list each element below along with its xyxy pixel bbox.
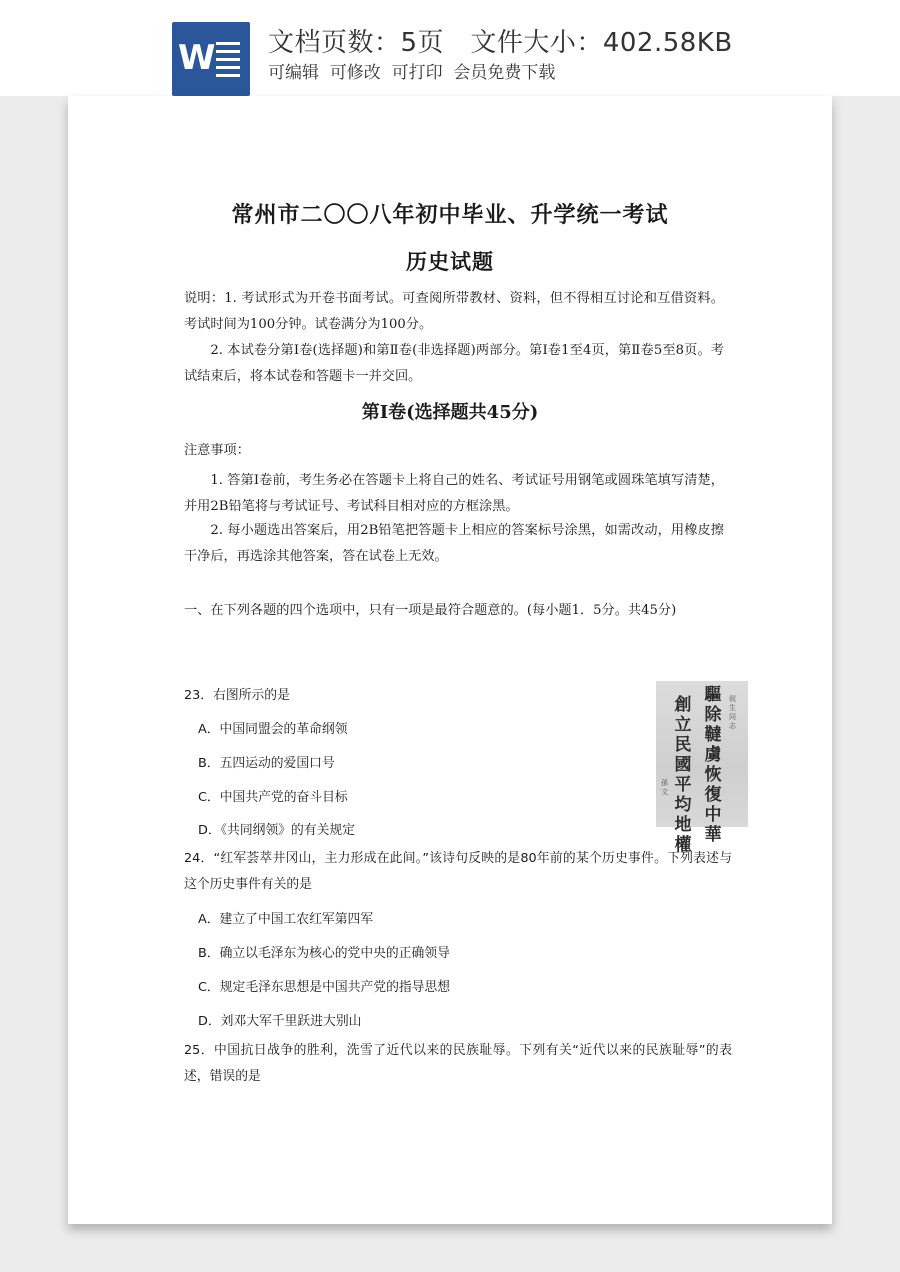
calligraphy-inscription: 叙 生 同 志 bbox=[729, 695, 736, 730]
file-permissions: 可编辑 可修改 可打印 会员免费下载 bbox=[268, 63, 556, 83]
part-one-instructions: 一、在下列各题的四个选项中，只有一项是最符合题意的。(每小题1．5分。共45分) bbox=[184, 603, 677, 618]
question-23-option-d: D．《共同纲领》的有关规定 bbox=[198, 823, 356, 838]
file-info-header bbox=[0, 0, 900, 100]
calligraphy-column-2: 創 立 民 國 平 均 地 權 bbox=[674, 695, 692, 855]
word-icon-letter: W bbox=[178, 38, 216, 78]
exam-subtitle: 历史试题 bbox=[406, 249, 494, 274]
question-23-option-b: B．五四运动的爱国口号 bbox=[198, 756, 335, 771]
notice-label: 注意事项： bbox=[184, 443, 250, 458]
instructions-note-2: 2. 本试卷分第Ⅰ卷(选择题)和第Ⅱ卷(非选择题)两部分。第Ⅰ卷1至4页，第Ⅱ卷5至8页。考试结束后，将本试卷和答题卡一并交回。 bbox=[184, 343, 724, 384]
question-24-stem: 24．“红军荟萃井冈山，主力形成在此间。”该诗句反映的是80年前的某个历史事件。下列表述与这个历史事件有关的是 bbox=[184, 851, 732, 892]
calligraphy-image bbox=[656, 681, 748, 855]
word-document-icon bbox=[172, 22, 250, 96]
question-23-stem: 23．右图所示的是 bbox=[184, 688, 290, 703]
question-24-option-b: B．确立以毛泽东为核心的党中央的正确领导 bbox=[198, 946, 450, 961]
instructions-note-1: 说明：1. 考试形式为开卷书面考试。可查阅所带教材、资料，但不得相互讨论和互借资料。考试时间为100分钟。试卷满分为100分。 bbox=[184, 291, 724, 332]
question-24-option-a: A．建立了中国工农红军第四军 bbox=[198, 912, 374, 927]
question-23-option-c: C．中国共产党的奋斗目标 bbox=[198, 790, 348, 805]
question-23-option-a: A．中国同盟会的革命纲领 bbox=[198, 722, 348, 737]
question-25-stem: 25．中国抗日战争的胜利，洗雪了近代以来的民族耻辱。下列有关“近代以来的民族耻辱”的表述，错误的是 bbox=[184, 1043, 732, 1084]
calligraphy-column-1: 驅 除 韃 虜 恢 復 中 華 bbox=[704, 685, 722, 845]
section-title: 第Ⅰ卷(选择题共45分) bbox=[361, 402, 539, 423]
document-page bbox=[68, 96, 832, 1224]
notice-item-1: 1. 答第Ⅰ卷前，考生务必在答题卡上将自己的姓名、考试证号用钢笔或圆珠笔填写清楚，并用2B铅笔将与考试证号、考试科目相对应的方框涂黑。 bbox=[184, 473, 724, 514]
file-stats: 文档页数：5页 文件大小：402.58KB bbox=[268, 28, 733, 58]
question-24-option-c: C．规定毛泽东思想是中国共产党的指导思想 bbox=[198, 980, 451, 995]
exam-title: 常州市二〇〇八年初中毕业、升学统一考试 bbox=[231, 202, 669, 228]
notice-item-2: 2. 每小题选出答案后，用2B铅笔把答题卡上相应的答案标号涂黑，如需改动，用橡皮擦干净后，再选涂其他答案，答在试卷上无效。 bbox=[184, 523, 724, 564]
calligraphy-signature: 孫 文 bbox=[661, 779, 668, 796]
question-24-option-d: D．刘邓大军千里跃进大别山 bbox=[198, 1014, 362, 1029]
